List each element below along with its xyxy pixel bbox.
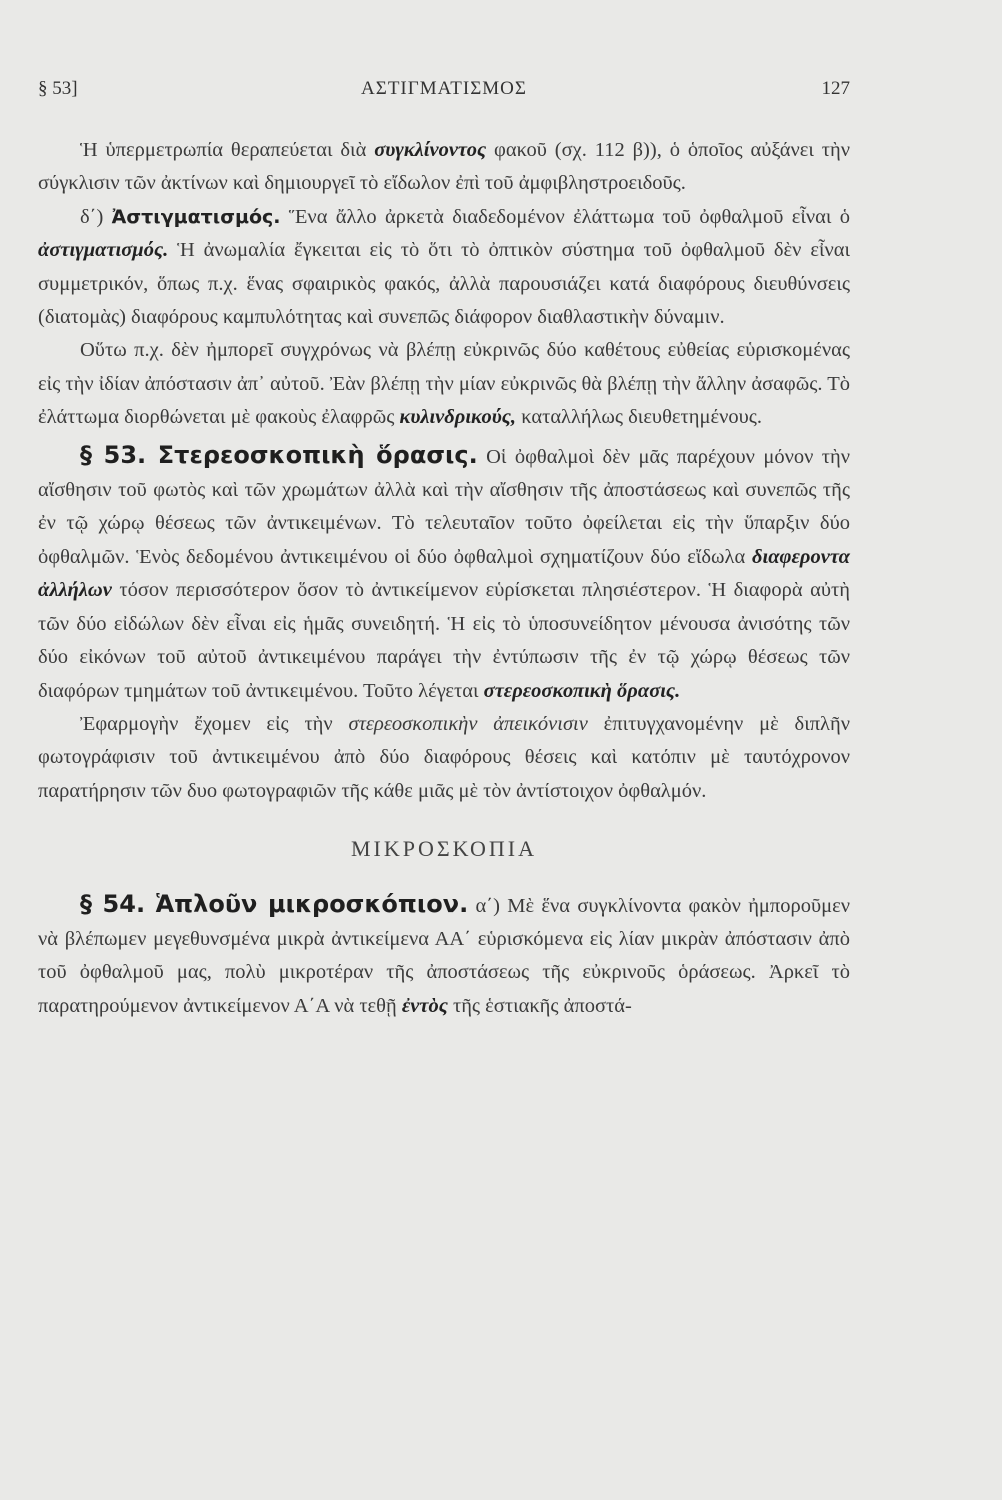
- page-number: 127: [821, 78, 850, 99]
- paragraph-hypermetropia: [38, 134, 850, 201]
- text-run: τόσον περισσότερον ὅσον τὸ ἀντικείμενον εὑρίσκεται πλησιέστερον. Ἡ διαφορὰ αὐτὴ τῶν δύο εἰδώλων δὲν εἶναι εἰς ἡμᾶς συνειδητή. Ἡ εἰς τὸ ὑποσυνείδητον μένουσα ἀνισότης τῶν δύο εἰκόνων τοῦ αὐτοῦ ἀντικειμένου παράγει τὴν ἐντύπωσιν τῆς ἐν τῷ χώρῳ θέσεως τῶν διαφόρων τμημάτων τοῦ ἀντικειμένου. Τοῦτο λέγεται: [38, 579, 850, 702]
- emphasis-term: κυλινδρικούς,: [399, 406, 517, 429]
- page-body: [38, 134, 850, 1023]
- section-title-microscopy: ΜΙΚΡΟΣΚΟΠΙΑ: [350, 836, 538, 862]
- paragraph-simple-microscope: [38, 888, 850, 1024]
- text-run: φακοῦ (σχ. 112 β)), ὁ ὁποῖος αὐξάνει τὴν σύγκλισιν τῶν ἀκτίνων καὶ δημιουργεῖ τὸ εἴδωλον ἐπὶ τοῦ ἀμφιβληστροειδοῦς.: [38, 139, 850, 195]
- text-run: Ἡ ὑπερμετρωπία θεραπεύεται διὰ: [80, 139, 375, 161]
- emphasis-term: διαφερoντα ἀλλήλων: [38, 545, 850, 602]
- emphasis-term: στερεοσκοπικὴ ὅρασις.: [483, 679, 681, 702]
- paragraph-stereoscopic-vision: [38, 439, 850, 708]
- paragraph-cylindrical-lenses: [38, 334, 850, 434]
- text-run: ἐπιτυγχανομένην μὲ διπλῆν φωτογράφισιν τοῦ ἀντικειμένου ἀπὸ δύο διαφόρους θέσεις καὶ κατόπιν μὲ ταυτόχρονον παρατήρησιν τῶν δυο φωτογραφιῶν τῆς κάθε μιᾶς μὲ τὸν ἀντίστοιχον ὀφθαλμόν.: [38, 712, 850, 802]
- text-run: Ἡ ἀνωμαλία ἔγκειται εἰς τὸ ὅτι τὸ ὀπτικὸν σύστημα τοῦ ὀφθαλμοῦ δὲν εἶναι συμμετρικόν, ὅπως π.χ. ἕνας σφαιρικὸς φακός, ἀλλὰ παρουσιάζει κατά διαφόρους διευθύνσεις (διατομὰς) διαφόρους καμπυλότητας καὶ συνεπῶς διάφορον διαθλαστικὴν δύναμιν.: [38, 239, 850, 329]
- subsection-heading: Ἀστιγματισμός.: [111, 205, 281, 228]
- running-header: [38, 78, 850, 108]
- text-run: δ΄): [80, 205, 112, 228]
- paragraph-astigmatism: [38, 201, 850, 335]
- emphasis-term: ἐντὸς: [401, 994, 448, 1017]
- paragraph-stereo-imaging: [38, 708, 850, 808]
- emphasis-term: ἀστιγματισμός.: [38, 239, 169, 262]
- text-run: Οὕτω π.χ. δὲν ἠμπορεῖ συγχρόνως νὰ βλέπῃ εὐκρινῶς δύο καθέτους εὐθείας εὑρισκομένας εἰς τὴν ἰδίαν ἀπόστασιν ἀπ᾿ αὐτοῦ. Ἐὰν βλέπῃ τὴν μίαν εὐκρινῶς θὰ βλέπῃ τὴν ἄλλην ἀσαφῶς. Τὸ ἐλάττωμα διορθώνεται μὲ φακοὺς ἐλαφρῶς: [38, 339, 850, 429]
- text-run: καταλλήλως διευθετημένους.: [516, 406, 762, 429]
- header-section-ref: § 53]: [38, 78, 78, 99]
- emphasis-term: συγκλίνοντος: [374, 139, 487, 161]
- text-run: τῆς ἑστιακῆς ἀποστά-: [447, 994, 632, 1017]
- text-run: Οἱ ὀφθαλμοὶ δὲν μᾶς παρέχουν μόνον τὴν αἴσθησιν τοῦ φωτὸς καὶ τῶν χρωμάτων ἀλλὰ καὶ τὴν αἴσθησιν τῆς ἀποστάσεως καὶ συνεπῶς τῆς ἐν τῷ χώρῳ θέσεως τῶν ἀντικειμένων. Τὸ τελευταῖον τοῦτο ὀφείλεται εἰς τὴν ὕπαρξιν δύο ὀφθαλμῶν. Ἑνὸς δεδομένου ἀντικειμένου οἱ δύο ὀφθαλμοὶ σχηματίζουν δύο εἴδωλα: [38, 445, 850, 568]
- section-heading: § 53. Στερεοσκοπικὴ ὅρασις.: [80, 440, 478, 469]
- text-run: Ἕνα ἄλλο ἀρκετὰ διαδεδομένον ἐλάττωμα τοῦ ὀφθαλμοῦ εἶναι ὁ: [280, 205, 850, 228]
- italic-term: στερεοσκοπικὴν ἀπεικόνισιν: [348, 712, 588, 735]
- section-heading: § 54. Ἁπλοῦν μικροσκόπιον.: [80, 889, 469, 918]
- text-run: Ἐφαρμογὴν ἔχομεν εἰς τὴν: [80, 712, 349, 735]
- text-run: α΄) Μὲ ἕνα συγκλίνοντα φακὸν ἠμποροῦμεν νὰ βλέπωμεν μεγεθυνσμένα μικρὰ ἀντικείμενα ΑΑ΄ εὑρισκόμενα εἰς λίαν μικρὰν ἀπόστασιν ἀπὸ τοῦ ὀφθαλμοῦ μας, πολὺ μικροτέραν τῆς ἀποστάσεως τῆς εὐκρινοῦς ὁράσεως. Ἀρκεῖ τὸ παρατηρούμενον ἀντικείμενον Α΄Α νὰ τεθῇ: [38, 894, 850, 1017]
- header-title: ΑΣΤΙΓΜΑΤΙΣΜΟΣ: [361, 78, 527, 99]
